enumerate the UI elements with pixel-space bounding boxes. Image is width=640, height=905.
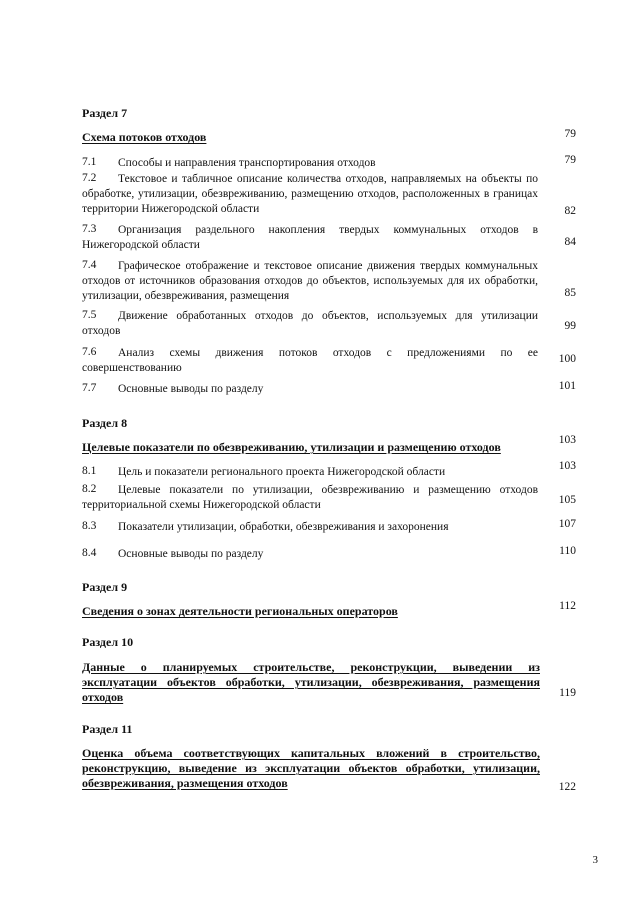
item-7-3-text: Организация раздельного накопления твердых коммунальных отходов в Нижегородской области [82,224,538,251]
item-8-2-text: Целевые показатели по утилизации, обезвреживанию и размещению отходов территориальной схемы Нижегородской области [82,484,538,511]
section-7-label: Раздел 7 [82,106,128,120]
item-7-4-text: Графическое отображение и текстовое описание движения твердых коммунальных отходов от источников образования отходов до объектов, используемых для их обработки, утилизации, обезвреживания, размещения [82,260,538,302]
item-7-4-num: 7.4 [82,259,97,271]
item-7-3-num: 7.3 [82,223,97,235]
section-8-label: Раздел 8 [82,416,128,430]
item-8-3-text: Показатели утилизации, обработки, обезвреживания и захоронения [118,521,449,533]
item-8-4-page: 110 [559,545,576,557]
item-8-3-num: 8.3 [82,520,97,532]
item-8-2-num: 8.2 [82,483,97,495]
item-7-2-page: 82 [564,205,576,217]
item-7-3-page: 84 [564,236,576,248]
item-7-1-num: 7.1 [82,156,97,168]
item-7-4-page: 85 [564,287,576,299]
item-7-2-text: Текстовое и табличное описание количества отходов, направляемых на объекты по обработке, утилизации, обезвреживанию, размещению отходов, расположенных в границах территории Нижегородской области [82,173,538,215]
section-10-title: Данные о планируемых строительстве, реконструкции, выведении из эксплуатации объектов обработки, утилизации, обезвреживания, размещения отходов [82,660,540,704]
item-7-7-page: 101 [558,380,576,392]
item-7-6-num: 7.6 [82,346,97,358]
section-9-label: Раздел 9 [82,580,128,594]
item-7-1-text: Способы и направления транспортирования отходов [118,157,376,169]
item-8-3-page: 107 [558,518,576,530]
item-8-4-num: 8.4 [82,547,97,559]
item-7-7-text: Основные выводы по разделу [118,383,264,395]
item-7-6-page: 100 [558,353,576,365]
section-7-title: Схема потоков отходов [82,130,207,144]
section-8-page: 103 [558,434,576,446]
item-8-2-page: 105 [558,494,576,506]
item-7-2-num: 7.2 [82,172,97,184]
section-10-label: Раздел 10 [82,635,134,649]
item-7-5-page: 99 [564,320,576,332]
item-7-5-text: Движение обработанных отходов до объектов, используемых для утилизации отходов [82,310,538,337]
item-8-1-text: Цель и показатели регионального проекта Нижегородской области [118,466,446,478]
section-8-title: Целевые показатели по обезвреживанию, утилизации и размещению отходов [82,440,501,454]
item-7-6-text: Анализ схемы движения потоков отходов с предложениями по ее совершенствованию [82,347,538,374]
item-8-1-num: 8.1 [82,465,97,477]
item-8-1-page: 103 [558,460,576,472]
item-7-7-num: 7.7 [82,382,97,394]
item-7-5-num: 7.5 [82,309,97,321]
item-8-4-text: Основные выводы по разделу [118,548,264,560]
item-7-1-page: 79 [564,154,576,166]
section-11-label: Раздел 11 [82,722,133,736]
section-9-title: Сведения о зонах деятельности региональных операторов [82,604,398,618]
page-number: 3 [592,854,598,866]
section-11-page: 122 [558,781,576,793]
section-9-page: 112 [559,600,576,612]
section-7-page: 79 [564,128,576,140]
section-11-title: Оценка объема соответствующих капитальных вложений в строительство, реконструкцию, выведение из эксплуатации объектов обработки, утилизации, обезвреживания, размещения отходов [82,746,540,790]
section-10-page: 119 [559,687,576,699]
